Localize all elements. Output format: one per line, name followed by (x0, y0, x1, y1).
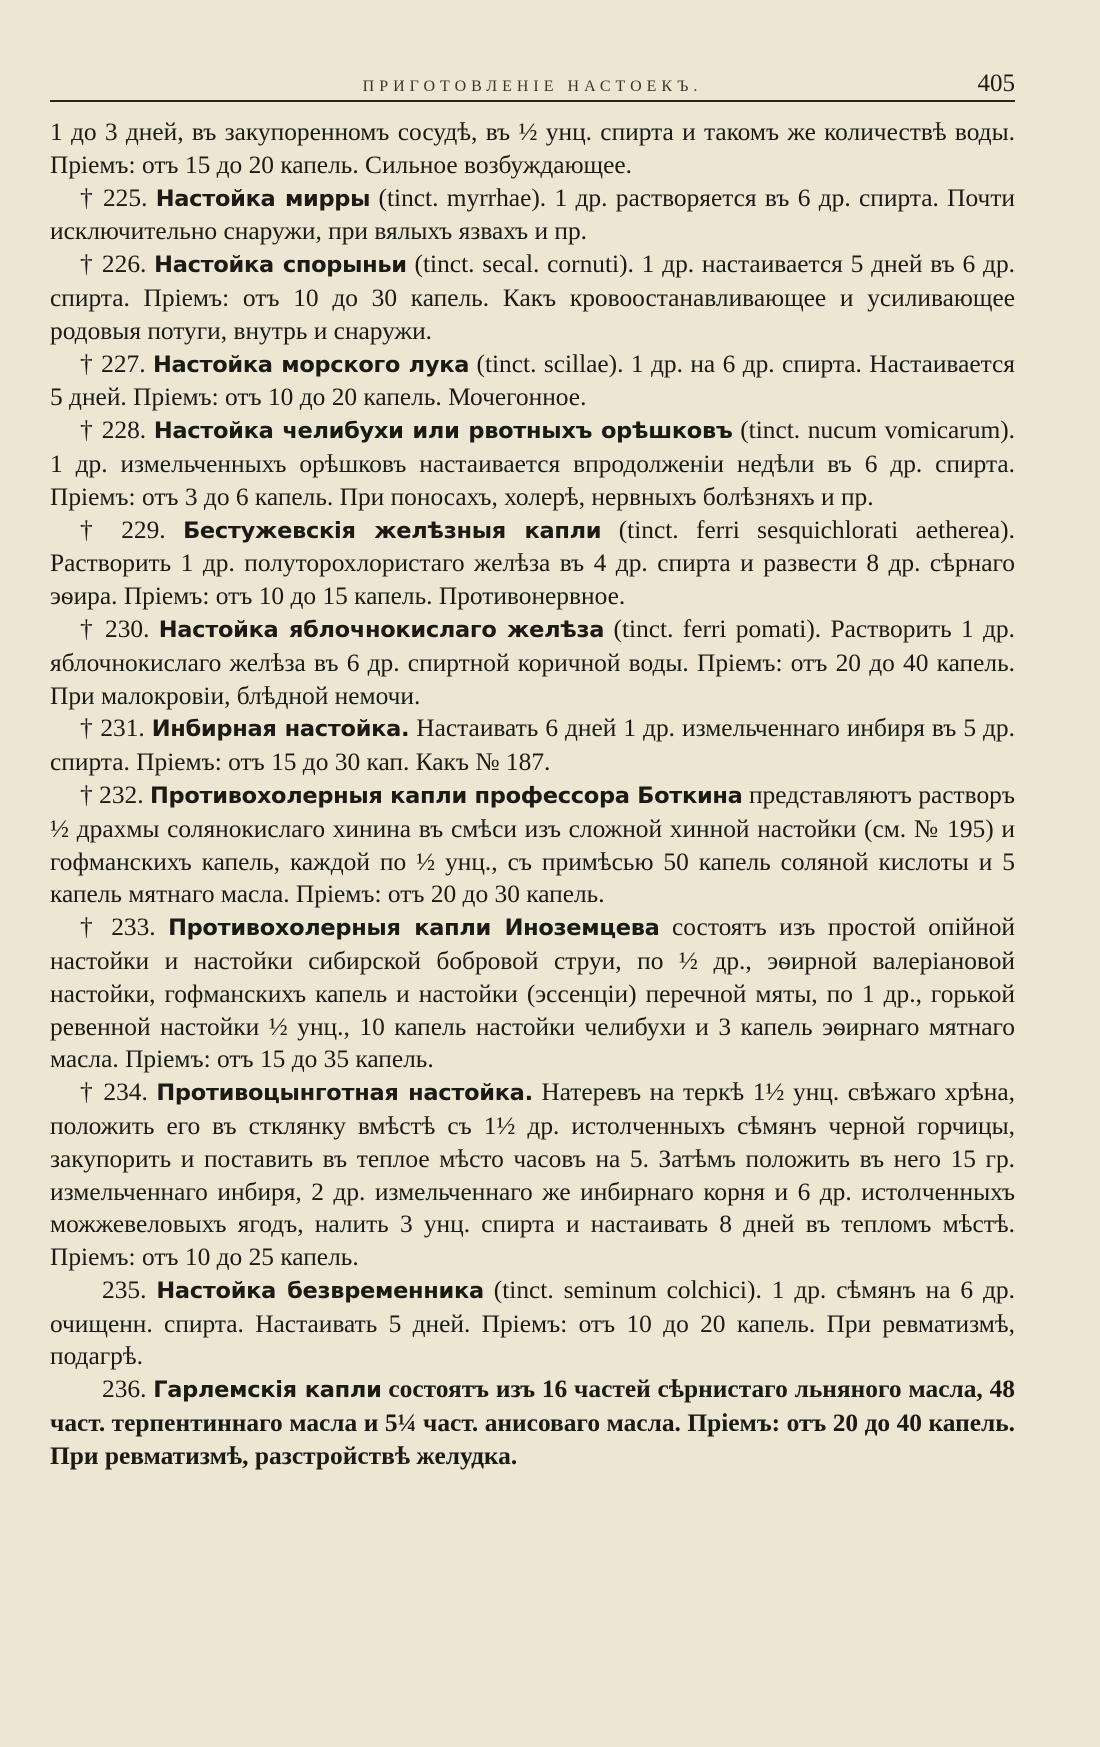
entry-227 (50, 348, 1015, 415)
entry-text: (tinct. nucum vomicarum). 1 др. измельченныхъ орѣшковъ настаивается впродолженіи недѣли въ 6 др. спирта. Пріемъ: отъ 3 до 6 капель. При поносахъ, холерѣ, нервныхъ болѣзняхъ и пр. (50, 416, 1016, 511)
entry-text: (tinct. ferri pomati). Растворить 1 др. яблочнокислаго желѣза въ 6 др. спиртной коричной воды. Пріемъ: отъ 20 до 40 капель. При малокровіи, блѣдной немочи. (50, 614, 1015, 710)
entry-text: Натеревъ на теркѣ 1½ унц. свѣжаго хрѣна, положить его въ стклянку вмѣстѣ съ 1½ др. истолченныхъ сѣмянъ черной горчицы, закупорить и поставить въ теплое мѣсто часовъ на 5. Затѣмъ положить въ него 15 гр. измельченнаго инбиря, 2 др. измельченнаго же инбирнаго корня и 6 др. истолченныхъ можжевеловыхъ ягодъ, налить 3 унц. спирта и настаивать 8 дней въ тепломъ мѣстѣ. Пріемъ: отъ 10 до 25 капель. (50, 1078, 1015, 1272)
entry-title: Настойка мирры (155, 185, 371, 212)
entry-text: (tinct. ferri sesquichlorati aetherea). Растворить 1 др. полуторохлористаго желѣза въ 4 др. спирта и развести 8 др. сѣрнаго эѳира. Пріемъ: отъ 10 до 15 капель. Противонервное. (50, 515, 1015, 611)
entry-text: представляютъ растворъ ½ драхмы солянокислаго хинина въ смѣси изъ сложной хинной настойки (см. № 195) и гофманскихъ капель, каждой по ½ унц., съ примѣсью 50 капель соляной кислоты и 5 капель мятнаго масла. Пріемъ: отъ 20 до 30 капель. (50, 780, 1015, 909)
entry-number: † 234. (80, 1078, 148, 1107)
running-head (50, 60, 1015, 102)
entry-232 (50, 779, 1015, 911)
entry-title: Настойка морского лука (153, 351, 470, 378)
entry-229 (50, 514, 1015, 613)
entry-text: (tinct. myrrhae). 1 др. растворяется въ 6 др. спирта. Почти исключительно снаружи, при вялыхъ язвахъ и пр. (50, 183, 1016, 246)
entry-number: † 227. (80, 349, 146, 378)
entry-title: Настойка яблочнокислаго желѣза (158, 616, 605, 643)
entry-title: Противохолерныя капли Иноземцева (168, 915, 660, 942)
entry-number: 236. (102, 1375, 147, 1404)
entry-number: 235. (102, 1275, 147, 1304)
entry-number: † 229. (80, 515, 166, 544)
book-page (50, 60, 1015, 1720)
running-title: ПРИГОТОВЛЕНІЕ НАСТОЕКЪ. (362, 78, 703, 95)
entry-number: † 225. (80, 183, 148, 212)
entry-236 (50, 1373, 1015, 1472)
entry-title: Настойка челибухи или рвотныхъ орѣшковъ (153, 418, 733, 445)
continued-paragraph: 1 до 3 дней, въ закупоренномъ сосудѣ, въ ½ унц. спирта и такомъ же количествѣ воды. Пріемъ: отъ 15 до 20 капель. Сильное возбуждающее. (50, 118, 1015, 179)
entry-225 (50, 182, 1015, 249)
page-number: 405 (977, 70, 1015, 97)
entry-text: Настаивать 6 дней 1 др. измельченнаго инбиря въ 5 др. спирта. Пріемъ: отъ 15 до 30 кап. Какъ № 187. (50, 714, 1015, 777)
entry-title: Противоцынготная настойка. (156, 1080, 533, 1107)
entry-number: † 233. (80, 913, 156, 942)
entry-title: Бестужевскія желѣзныя капли (183, 517, 602, 544)
entry-number: † 231. (80, 714, 145, 743)
entry-226 (50, 248, 1015, 347)
entry-text: состоятъ изъ простой опійной настойки и настойки сибирской бобровой струи, по ½ др., эѳирной валеріановой настойки, гофманскихъ капель и настойки (эссенціи) перечной мяты, по 1 др., горькой ревенной настойки ½ унц., 10 капель настойки челибухи и 3 капель эѳирнаго мятнаго масла. Пріемъ: отъ 15 до 35 капель. (50, 913, 1016, 1074)
entry-231 (50, 712, 1015, 779)
entry-text: (tinct. secal. cornuti). 1 др. настаивается 5 дней въ 6 др. спирта. Пріемъ: отъ 10 до 30 капель. Какъ кровоостанавливающее и усиливающее родовыя потуги, внутрь и снаружи. (50, 250, 1015, 345)
entry-title: Противохолерныя капли профессора Боткина (150, 782, 743, 809)
entry-title: Гарлемскія капли (153, 1377, 382, 1404)
entry-title: Инбирная настойка. (151, 716, 410, 743)
entry-number: † 232. (80, 780, 144, 809)
entry-text: состоятъ изъ 16 частей сѣрнистаго льняного масла, 48 част. терпентиннаго масла и 5¼ част. анисоваго масла. Пріемъ: отъ 20 до 40 капель. При ревматизмѣ, разстройствѣ желудка. (50, 1375, 1015, 1470)
entry-number: † 228. (80, 416, 147, 445)
entry-title: Настойка спорыньи (154, 252, 407, 279)
entry-233 (50, 911, 1015, 1076)
entry-number: † 226. (80, 250, 147, 279)
entry-title: Настойка безвременника (156, 1277, 484, 1304)
entry-234 (50, 1076, 1015, 1274)
entry-text: (tinct. seminum colchici). 1 др. сѣмянъ на 6 др. очищенн. спирта. Настаивать 5 дней. Пріемъ: отъ 10 до 20 капель. При ревматизмѣ, подагрѣ. (50, 1275, 1015, 1371)
entry-230 (50, 613, 1015, 712)
page-text (50, 116, 1015, 1473)
entry-228 (50, 414, 1015, 513)
entry-235 (50, 1274, 1015, 1373)
entry-text: (tinct. scillae). 1 др. на 6 др. спирта. Настаивается 5 дней. Пріемъ: отъ 10 до 20 капель. Мочегонное. (50, 349, 1015, 412)
entry-number: † 230. (80, 614, 150, 643)
